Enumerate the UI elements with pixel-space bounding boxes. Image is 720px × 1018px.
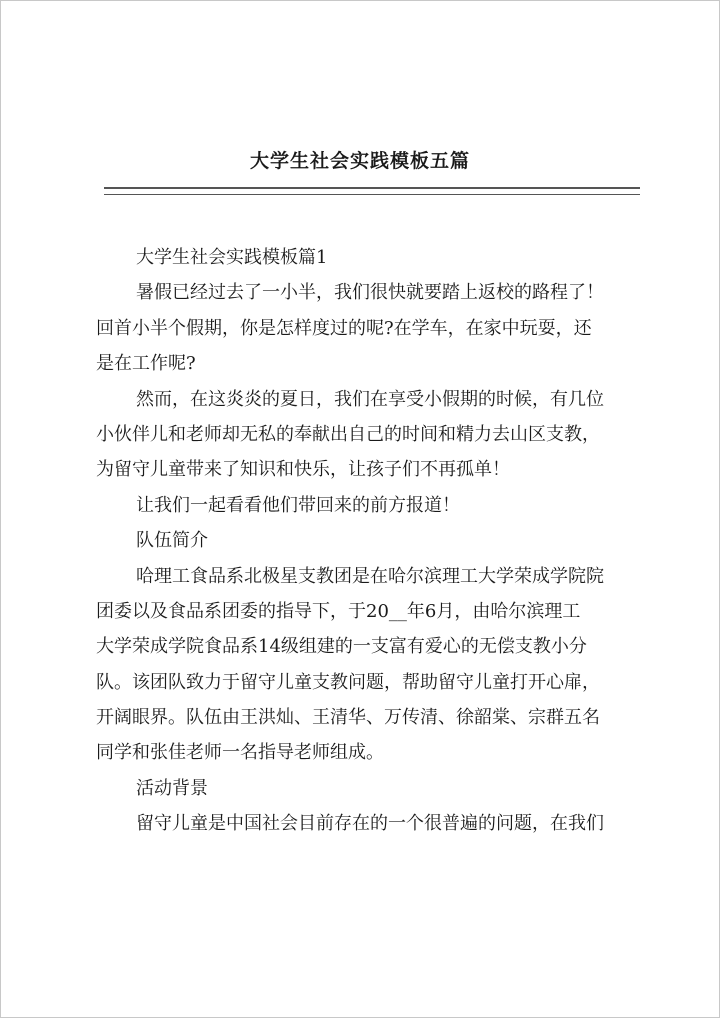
paragraph-line: 哈理工食品系北极星支教团是在哈尔滨理工大学荣成学院院 — [136, 565, 604, 587]
paragraph-line: 团委以及食品系团委的指导下，于20__年6月，由哈尔滨理工 — [96, 600, 581, 622]
paragraph-line: 暑假已经过去了一小半，我们很快就要踏上返校的路程了！ — [136, 282, 604, 304]
paragraph-line: 留守儿童是中国社会目前存在的一个很普遍的问题，在我们 — [136, 813, 604, 835]
paragraph-line: 同学和张佳老师一名指导老师组成。 — [96, 742, 384, 764]
title-divider — [104, 187, 640, 195]
paragraph-line: 队。该团队致力于留守儿童支教问题，帮助留守儿童打开心扉， — [96, 671, 600, 693]
paragraph-line: 然而，在这炎炎的夏日，我们在享受小假期的时候，有几位 — [136, 388, 604, 410]
paragraph-line: 为留守儿童带来了知识和快乐，让孩子们不再孤单！ — [96, 459, 510, 481]
paragraph-line: 是在工作呢? — [96, 353, 196, 375]
paragraph-line: 大学荣成学院食品系14级组建的一支富有爱心的无偿支教小分 — [96, 636, 587, 658]
paragraph-line: 让我们一起看看他们带回来的前方报道！ — [136, 494, 460, 516]
section-heading: 活动背景 — [136, 777, 208, 799]
paragraph-line: 开阔眼界。队伍由王洪灿、王清华、万传清、徐韶棠、宗群五名 — [96, 707, 600, 729]
document-body — [96, 240, 644, 842]
section-heading: 队伍简介 — [136, 530, 208, 552]
paragraph-line: 回首小半个假期，你是怎样度过的呢?在学车，在家中玩耍，还 — [96, 317, 592, 339]
document-title: 大学生社会实践模板五篇 — [249, 150, 470, 172]
paragraph-line: 小伙伴儿和老师却无私的奉献出自己的时间和精力去山区支教， — [96, 423, 600, 445]
section-heading: 大学生社会实践模板篇1 — [136, 247, 328, 268]
